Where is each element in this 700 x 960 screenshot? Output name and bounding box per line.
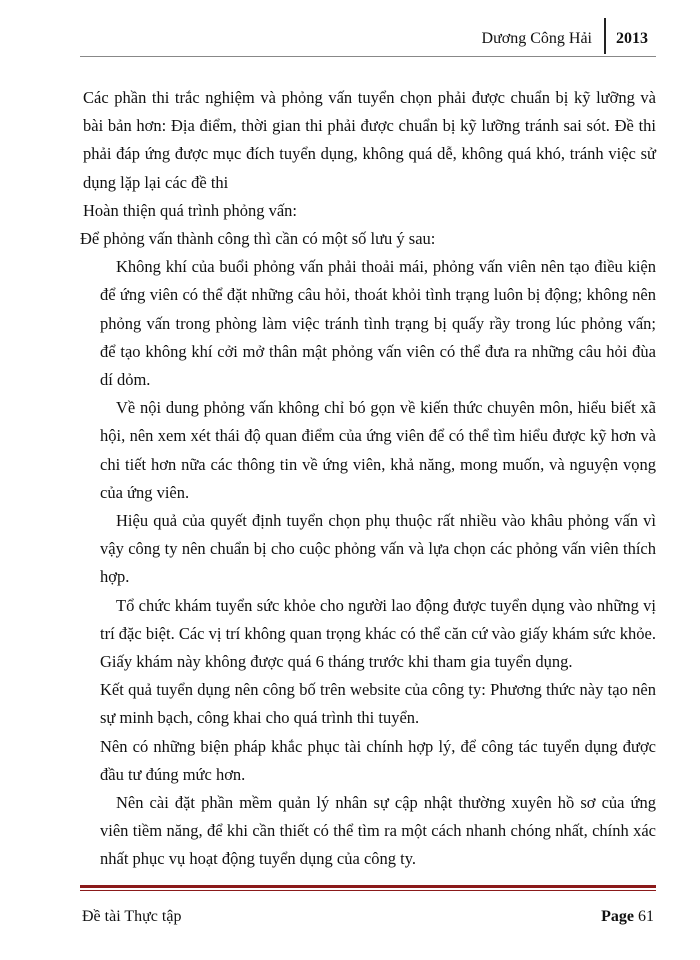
paragraph: Để phỏng vấn thành công thì cần có một số lưu ý sau: <box>80 229 436 249</box>
paragraph: Tổ chức khám tuyển sức khỏe cho người lao động được tuyển dụng vào những vị trí đặc biệt. Các vị trí không quan trọng khác có thể căn cứ vào giấy khám sức khỏe. Giấy khám này không được quá 6 tháng trước khi tham gia tuyển dụng. <box>100 595 656 672</box>
page-label: Page <box>601 908 634 925</box>
header-author: Dương Công Hải <box>481 30 592 47</box>
paragraph: Các phần thi trắc nghiệm và phỏng vấn tuyển chọn phải được chuẩn bị kỹ lưỡng và bài bản hơn: Địa điểm, thời gian thi phải được chuẩn bị kỹ lưỡng tránh sai sót. Đề thi phải đáp ứng được mục đích tuyển dụng, không quá dễ, không quá khó, tránh việc sử dụng lặp lại các đề thi <box>83 88 656 192</box>
page-body <box>80 84 656 874</box>
paragraph: Hoàn thiện quá trình phỏng vấn: <box>83 200 298 220</box>
header-rule <box>80 56 656 57</box>
paragraph: Hiệu quả của quyết định tuyển chọn phụ thuộc rất nhiều vào khâu phỏng vấn vì vậy công ty nên chuẩn bị cho cuộc phỏng vấn và lựa chọn các phỏng vấn viên thích hợp. <box>100 511 656 587</box>
footer-rule-thick <box>80 885 656 888</box>
paragraph: Không khí của buổi phỏng vấn phải thoải mái, phỏng vấn viên nên tạo điều kiện để ứng viên có thể đặt những câu hỏi, thoát khỏi tình trạng luôn bị động; không nên phỏng vấn trong phòng làm việc tránh tình trạng bị quấy rầy trong lúc phỏng vấn; để tạo không khí cởi mở thân mật phỏng vấn viên có thể đưa ra những câu hỏi đùa dí dỏm. <box>100 257 656 390</box>
paragraph: Nên cài đặt phần mềm quản lý nhân sự cập nhật thường xuyên hồ sơ của ứng viên tiềm năng, để khi cần thiết có thể tìm ra một cách nhanh chóng nhất, chính xác nhất phục vụ hoạt động tuyển dụng của công ty. <box>100 793 656 869</box>
page-number-value: 61 <box>638 908 654 925</box>
paragraph: Về nội dung phỏng vấn không chỉ bó gọn về kiến thức chuyên môn, hiểu biết xã hội, nên xem xét thái độ quan điểm của ứng viên để có thể tìm hiểu được kỹ hơn và chi tiết hơn nữa các thông tin về ứng viên, khả năng, mong muốn, và nguyện vọng của ứng viên. <box>100 398 656 502</box>
footer-rule <box>80 885 656 891</box>
page-header <box>482 22 648 56</box>
page-number <box>601 908 654 926</box>
paragraph: Nên có những biện pháp khắc phục tài chính hợp lý, để công tác tuyển dụng được đầu tư đúng mức hơn. <box>100 736 656 784</box>
footer-rule-thin <box>80 890 656 891</box>
footer-title: Đề tài Thực tập <box>82 908 182 925</box>
paragraph: Kết quả tuyển dụng nên công bố trên website của công ty: Phương thức này tạo nên sự minh bạch, công khai cho quá trình thi tuyển. <box>100 680 656 728</box>
header-year: 2013 <box>616 30 648 47</box>
